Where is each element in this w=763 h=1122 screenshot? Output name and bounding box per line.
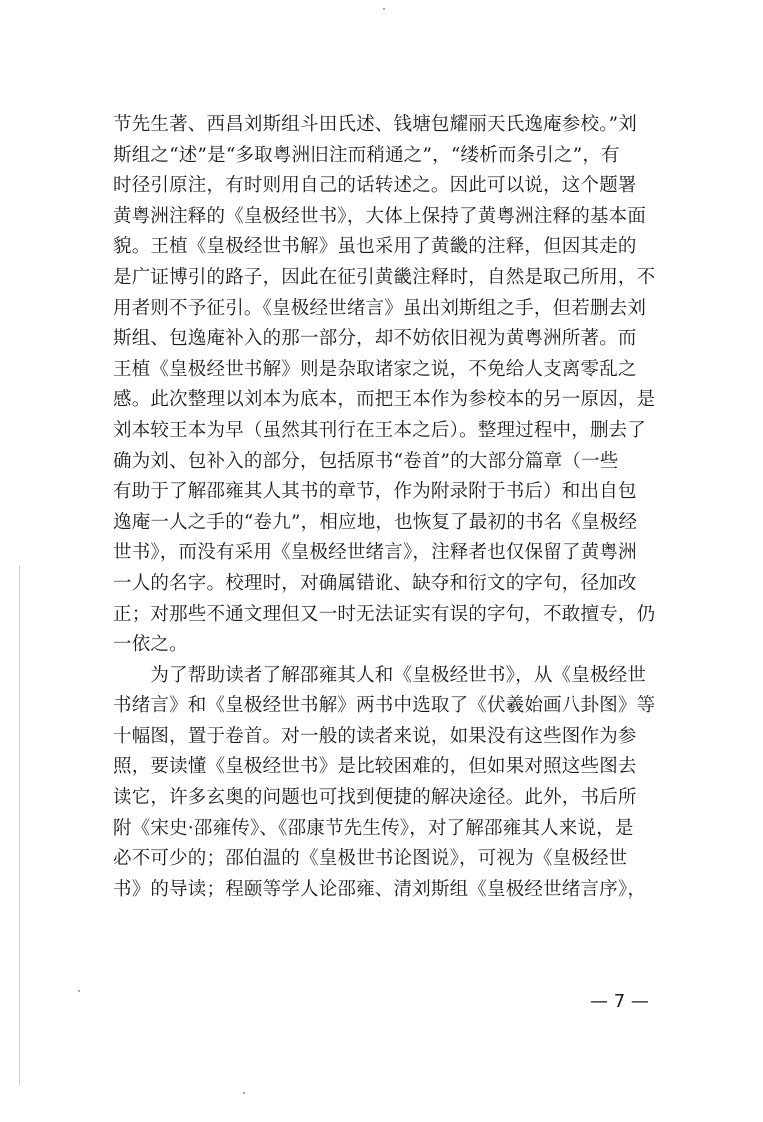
text-line: 刘本较王本为早（虽然其刊行在王本之后）。整理过程中，删去了: [113, 419, 647, 441]
text-line: 是广证博引的路子，因此在征引黄畿注释时，自然是取己所用，不: [113, 266, 656, 288]
text-line: 感。此次整理以刘本为底本，而把王本作为参校本的另一原因，是: [113, 389, 656, 411]
text-line: 节先生著、西昌刘斯组斗田氏述、钱塘包耀丽天氏逸庵参校。”刘: [113, 114, 638, 135]
scan-speck: [243, 1092, 245, 1094]
text-line: 读它，许多玄奥的问题也可找到便捷的解决途径。此外，书后所: [113, 787, 637, 809]
text-line: 斯组、包逸庵补入的那一部分，却不妨依旧视为黄粤洲所著。而: [113, 328, 637, 350]
text-line: 书》的导读；程颐等学人论邵雍、清刘斯组《皇极经世绪言序》，: [113, 878, 647, 900]
body-text: [113, 110, 673, 905]
text-line: 一依之。: [113, 634, 188, 656]
page-number: — 7 —: [590, 991, 649, 1012]
text-line: 用者则不予征引。《皇极经世绪言》虽出刘斯组之手，但若删去刘: [113, 297, 647, 319]
text-line: 必不可少的；邵伯温的《皇极世书论图说》，可视为《皇极经世: [113, 848, 628, 870]
text-line: 斯组之“述”是“多取粤洲旧注而稍通之”，“缕析而条引之”，有: [113, 144, 620, 166]
text-line: 时径引原注，有时则用自己的话转述之。因此可以说，这个题署: [113, 175, 637, 197]
text-line: 有助于了解邵雍其人其书的章节，作为附录附于书后）和出自包: [113, 481, 637, 503]
text-line: 确为刘、包补入的部分，包括原书“卷首”的大部分篇章（一些: [113, 450, 619, 472]
text-line: 一人的名字。校理时，对确属错讹、缺夺和衍文的字句，径加改: [113, 572, 637, 594]
text-line: 貌。王植《皇极经世书解》虽也采用了黄畿的注释，但因其走的: [113, 236, 637, 258]
text-line: 照，要读懂《皇极经世书》是比较困难的，但如果对照这些图去: [113, 756, 637, 778]
text-line: 附《宋史·邵雍传》、《邵康节先生传》，对了解邵雍其人来说，是: [113, 817, 634, 839]
text-line: 十幅图，置于卷首。对一般的读者来说，如果没有这些图作为参: [113, 725, 637, 747]
text-line: 王植《皇极经世书解》则是杂取诸家之说，不免给人支离零乱之: [113, 358, 637, 380]
text-line: 为了帮助读者了解邵雍其人和《皇极经世书》，从《皇极经世: [113, 664, 647, 686]
text-line: 书绪言》和《皇极经世书解》两书中选取了《伏羲始画八卦图》等: [113, 695, 656, 717]
scan-edge-mark: [19, 565, 20, 1085]
text-line: 世书》，而没有采用《皇极经世绪言》，注释者也仅保留了黄粤洲: [113, 542, 637, 564]
scan-speck: [383, 8, 385, 10]
scan-speck: [78, 990, 80, 992]
text-line: 正；对那些不通文理但又一时无法证实有误的字句，不敢擅专，仍: [113, 603, 656, 625]
text-line: 逸庵一人之手的“卷九”，相应地，也恢复了最初的书名《皇极经: [113, 511, 638, 533]
text-line: 黄粤洲注释的《皇极经世书》，大体上保持了黄粤洲注释的基本面: [113, 205, 647, 227]
